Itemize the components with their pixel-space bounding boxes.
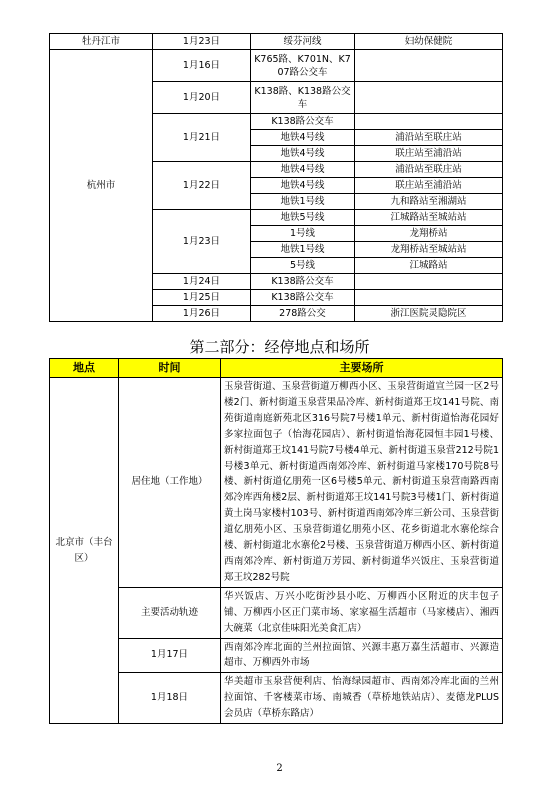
date-cell: 1月21日 [153,114,251,162]
places-cell: 西南郊冷库北面的兰州拉面馆、兴源丰惠万嘉生活超市、兴源造超市、万柳西外市场 [221,638,503,673]
station-cell [355,82,503,114]
table-row [50,34,503,50]
date-cell: 1月26日 [153,306,251,322]
route-cell: K138路公交车 [251,290,355,306]
route-cell: 地铁1号线 [251,194,355,210]
station-cell: 江城路站至城站站 [355,210,503,226]
station-cell: 联庄站至浦沿站 [355,146,503,162]
route-cell: 1号线 [251,226,355,242]
places-table [49,358,503,724]
station-cell: 浦沿站至联庄站 [355,130,503,146]
city-cell: 牡丹江市 [50,34,153,50]
time-cell: 1月18日 [119,673,221,724]
station-cell: 九和路站至湘湖站 [355,194,503,210]
station-cell [355,114,503,130]
city-cell: 杭州市 [50,50,153,322]
station-cell: 龙翔桥站 [355,226,503,242]
header-main: 主要场所 [221,359,503,378]
route-cell: 绥芬河线 [251,34,355,50]
date-cell: 1月22日 [153,162,251,210]
time-cell: 居住地（工作地） [119,378,221,588]
date-cell: 1月20日 [153,82,251,114]
route-cell: 地铁1号线 [251,242,355,258]
page-number: 2 [276,763,283,774]
station-cell [355,50,503,82]
date-cell: 1月23日 [153,34,251,50]
route-cell: 地铁5号线 [251,210,355,226]
station-cell [355,290,503,306]
places-cell: 华美超市玉泉营便利店、怡海绿园超市、西南郊冷库北面的兰州拉面馆、千客楼菜市场、南城香（草桥地铁站店）、麦德龙PLUS会员店（草桥东路店） [221,673,503,724]
route-cell: K138路公交车 [251,274,355,290]
station-cell: 联庄站至浦沿站 [355,178,503,194]
time-cell: 1月17日 [119,638,221,673]
table-row [50,50,503,82]
station-cell: 浦沿站至联庄站 [355,162,503,178]
route-cell: 地铁4号线 [251,162,355,178]
header-place: 地点 [50,359,119,378]
station-cell: 江城路站 [355,258,503,274]
route-cell: 5号线 [251,258,355,274]
table-row [50,378,503,588]
station-cell: 浙江医院灵隐院区 [355,306,503,322]
route-cell: 地铁4号线 [251,178,355,194]
places-cell: 华兴饭店、万兴小吃街沙县小吃、万柳西小区附近的庆丰包子铺、万柳西小区正门菜市场、家家福生活超市（马家楼店）、湘西大碗菜（北京佳味阳光美食汇店） [221,587,503,638]
date-cell: 1月23日 [153,210,251,274]
route-cell: K138路公交车 [251,114,355,130]
route-cell: 278路公交 [251,306,355,322]
route-cell: 地铁4号线 [251,130,355,146]
station-cell: 妇幼保健院 [355,34,503,50]
time-cell: 主要活动轨迹 [119,587,221,638]
route-cell: K138路、K138路公交车 [251,82,355,114]
location-cell: 北京市（丰台区） [50,378,119,724]
date-cell: 1月25日 [153,290,251,306]
header-time: 时间 [119,359,221,378]
date-cell: 1月24日 [153,274,251,290]
station-cell [355,274,503,290]
route-cell: 地铁4号线 [251,146,355,162]
table-header-row [50,359,503,378]
date-cell: 1月16日 [153,50,251,82]
station-cell: 龙翔桥站至城站站 [355,242,503,258]
route-table [49,33,503,322]
section-title: 第二部分：经停地点和场所 [189,338,370,356]
route-cell: K765路、K701N、K707路公交车 [251,50,355,82]
places-cell: 玉泉营街道、玉泉营街道万柳西小区、玉泉营街道宣兰园一区2号楼2门、新村街道玉泉营果品冷库、新村街道郑王坟141号院、南苑街道南庭新苑北区316号院7号楼1单元、新村街道怡海花园好多家拉面包子（怡海花园店）、新村街道怡海花园恒丰园1号楼、新村街道郑王坟141号院7号楼4单元、新村街道玉泉营212号院1号楼3单元、新村街道西南郊冷库、新村街道马家楼170号院8号楼、新村街道亿朋苑一区6号楼5单元、新村街道玉泉营南路西南郊冷库西角楼2层、新村街道郑王坟141号院3号楼1门、新村街道黄土岗马家楼村103号、新村街道西南郊冷库三新公司、玉泉营街道亿朋苑小区、玉泉营街道亿朋苑小区、花乡街道北水寨伦综合楼、新村街道北水寨伦2号楼、玉泉营街道万柳西小区、新村街道西南郊冷库、新村街道万芳园、新村街道华兴饭庄、玉泉营街道郑王坟282号院 [221,378,503,588]
